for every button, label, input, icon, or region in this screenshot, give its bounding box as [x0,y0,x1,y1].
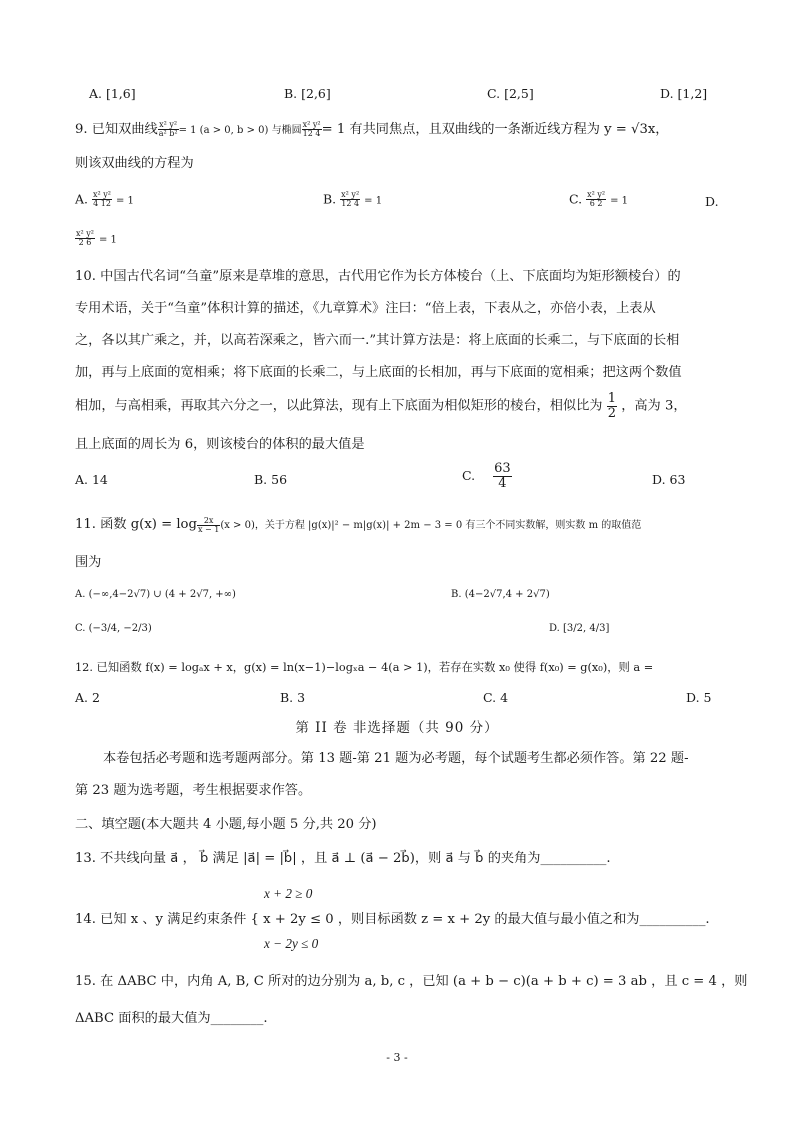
q11-option-c: C. (−3/4, −2/3) [75,623,152,634]
q9-option-d-fraction [75,230,95,248]
q8-option-b: B. [2,6] [284,86,331,101]
q12-option-d: D. 5 [686,690,712,705]
q10-line6: 且上底面的周长为 6，则该棱台的体积的最大值是 [75,437,365,452]
q9-option-a-label: A. [75,191,89,207]
q9-option-c-den: 6 2 [589,199,603,209]
q9-option-c [569,191,628,209]
q9-option-c-fraction [586,191,606,209]
section-fill-in-title: 二、填空题(本大题共 4 小题,每小题 5 分,共 20 分) [75,817,377,832]
part2-desc-line2: 第 23 题为选考题，考生根据要求作答。 [75,783,312,798]
q10-line3: 之，各以其广乘之，并，以高若深乘之，皆六而一.”其计算方法是：将上底面的长乘二，与下底面的长相 [75,333,680,348]
q9-option-b-label: B. [323,191,337,207]
q10-option-c-num: 63 [494,461,511,476]
q9-option-a-rhs: = 1 [115,195,134,207]
q10-ratio-fraction [607,392,617,420]
q9-line2: 则该双曲线的方程为 [75,156,194,171]
q14-constraint-1: x + 2 ≥ 0 [264,886,313,901]
q10-line5 [75,392,687,421]
q13-text: 13. 不共线向量 a⃗ ， b⃗ 满足 |a⃗| = |b⃗| ，且 a⃗ ⊥ (a⃗ − 2b⃗)，则 a⃗ 与 b⃗ 的夹角为__________. [75,851,611,866]
q9-stem [75,117,668,144]
q9-hyperbola-fraction [158,121,179,139]
q8-option-d: D. [1,2] [660,86,708,101]
q10-ratio-num: 1 [607,391,616,406]
q10-line2: 专用术语，关于“刍童”体积计算的描述，《九章算术》注曰：“倍上表，下表从之，亦倍小表，上表从 [75,301,656,316]
q9-ellipse-fraction [302,121,322,139]
q11-log-base-num: 2x [197,517,220,526]
q10-line5-post: ，高为 3， [621,398,687,414]
q12-option-c: C. 4 [483,690,509,705]
q9-option-b-rhs: = 1 [364,195,383,207]
q14-text: 14. 已知 x 、y 满足约束条件 { x + 2y ≤ 0 ，则目标函数 z = x + 2y 的最大值与最小值之和为__________. [75,912,710,927]
q12-option-b: B. 3 [280,690,306,705]
q10-option-c-label: C. [462,467,476,483]
q10-option-c-fraction [493,462,512,490]
q10-option-c [462,462,512,490]
q9-option-b-fraction [340,191,360,209]
q10-line4: 加，再与上底面的宽相乘；将下底面的长乘二，与上底面的长相加，再与下底面的宽相乘；把这两个数值 [75,365,682,380]
q12-option-a: A. 2 [75,690,100,705]
q11-line1-pre: 11. 函数 g(x) = log [75,517,197,532]
q10-option-b: B. 56 [254,472,288,487]
q11-option-a: A. (−∞,4−2√7) ∪ (4 + 2√7, +∞) [75,589,236,600]
q12-line1: 12. 已知函数 f(x) = logₐx + x，g(x) = ln(x−1)−logₓa − 4(a > 1)，若存在实数 x₀ 使得 f(x₀) = g(x₀)，则 a = [75,661,654,674]
q9-hyperbola-den: a² b² [158,129,178,138]
q9-option-c-rhs: = 1 [610,195,628,207]
q9-option-d-body [75,230,117,248]
q9-option-b [323,191,382,209]
q9-prefix: 9. 已知双曲线 [75,122,158,137]
q9-option-a [75,191,134,209]
q8-option-a: A. [1,6] [89,86,136,101]
q10-line5-pre: 相加，与高相乘，再取其六分之一，以此算法，现有上下底面为相似矩形的棱台，相似比为 [75,398,603,414]
q11-stem [75,512,641,539]
q9-option-b-den: 12 4 [341,199,360,209]
q11-line1-post: (x > 0)，关于方程 |g(x)|² − m|g(x)| + 2m − 3 = 0 有三个不同实数解，则实数 m 的取值范 [220,520,642,531]
q9-hyperbola-rhs: = 1 (a > 0, b > 0) 与椭圆 [178,125,302,136]
q9-option-a-num: x² y² [93,190,111,199]
q9-ellipse-rhs: = 1 有共同焦点，且双曲线的一条渐近线方程为 y = √3x， [321,122,669,137]
part2-desc-line1: 本卷包括必考题和选考题两部分。第 13 题-第 21 题为必考题，每个试题考生都必须作答。第 22 题- [103,751,689,766]
q15-line1: 15. 在 ΔABC 中，内角 A, B, C 所对的边分别为 a, b, c ，已知 (a + b − c)(a + b + c) = 3 ab ，且 c = 4 ，则 [75,974,748,989]
q9-option-d-label: D. [705,194,719,209]
q10-option-c-den: 4 [498,475,507,491]
q9-option-d-num: x² y² [76,229,94,238]
q14-constraint-3: x − 2y ≤ 0 [264,936,319,951]
page-number: - 3 - [386,1051,408,1064]
q11-log-base-fraction [197,517,220,535]
q11-option-d: D. [3/2, 4/3] [549,623,610,634]
q9-option-b-num: x² y² [341,190,360,199]
q9-option-c-num: x² y² [587,190,606,199]
q15-line2: ΔABC 面积的最大值为________. [75,1011,268,1026]
q9-option-a-fraction [92,191,112,209]
q9-option-d-rhs: = 1 [98,234,117,246]
q11-option-b: B. (4−2√7,4 + 2√7) [451,589,550,600]
q10-line1: 10. 中国古代名词“刍童”原来是草堆的意思，古代用它作为长方体棱台（上、下底面均为矩形额棱台）的 [75,269,681,284]
q9-hyperbola-num: x² y² [159,119,178,129]
q9-option-d-den: 2 6 [78,238,92,248]
q8-option-c: C. [2,5] [487,86,534,101]
q9-option-a-den: 4 12 [93,199,111,209]
part2-title: 第 II 卷 非选择题（共 90 分） [295,720,499,736]
q11-line2: 围为 [75,555,102,570]
q10-option-a: A. 14 [75,472,108,487]
q9-option-c-label: C. [569,191,583,207]
q9-ellipse-den: 12 4 [302,129,321,138]
q10-ratio-den: 2 [607,405,616,421]
q11-log-base-den: x − 1 [197,525,220,534]
q10-option-d: D. 63 [652,472,686,487]
q9-ellipse-num: x² y² [302,119,321,129]
